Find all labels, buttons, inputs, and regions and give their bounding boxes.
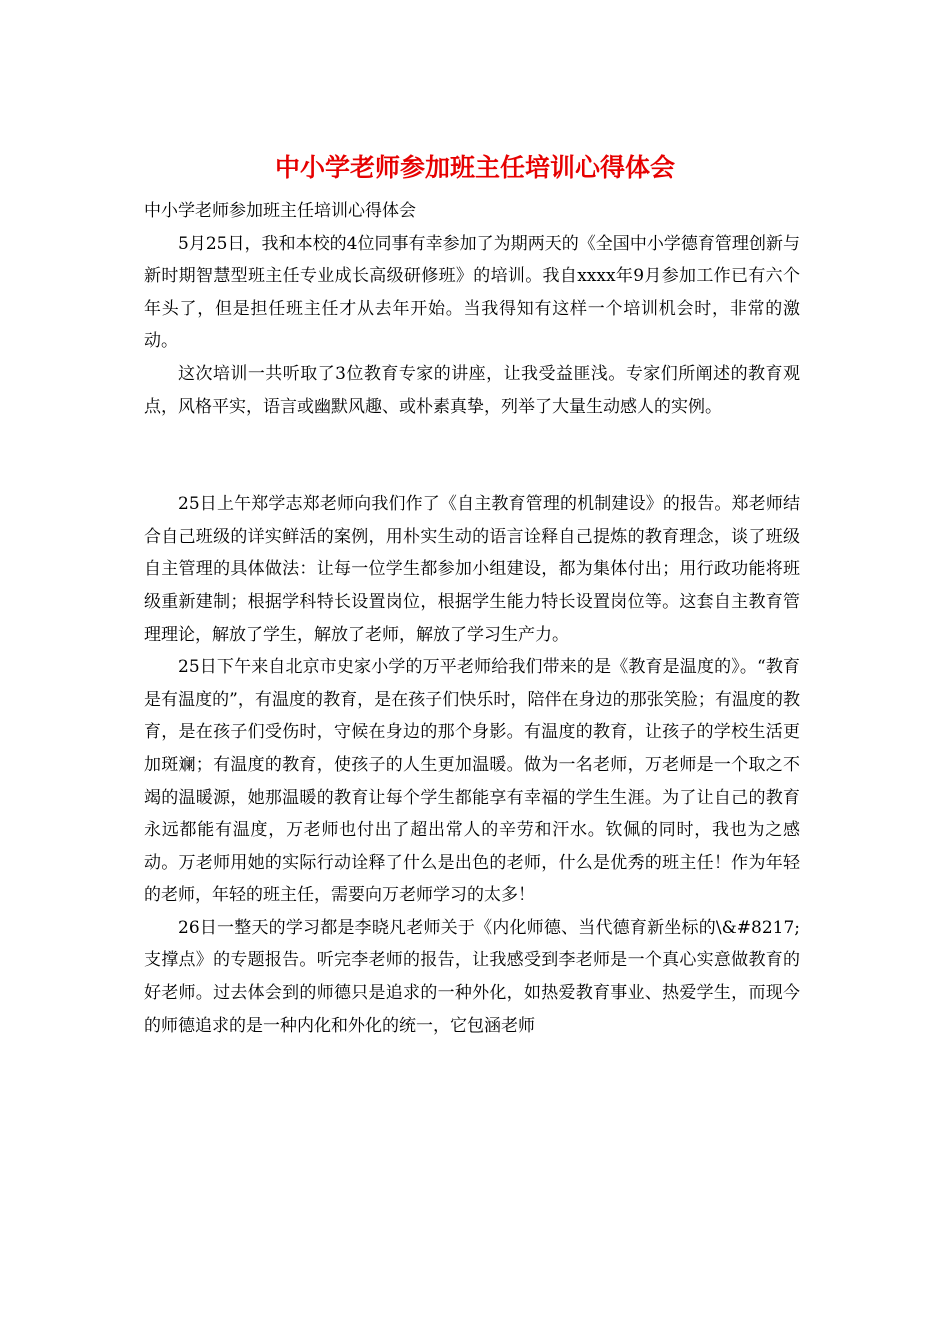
- paragraph-gap: [144, 423, 800, 488]
- paragraph-1: 5月25日，我和本校的4位同事有幸参加了为期两天的《全国中小学德育管理创新与新时期智慧型班主任专业成长高级研修班》的培训。我自xxxx年9月参加工作已有六个年头了，但是担任班主任才从去年开始。当我得知有这样一个培训机会时，非常的激动。: [144, 233, 800, 352]
- document-subtitle: 中小学老师参加班主任培训心得体会: [144, 201, 416, 221]
- paragraph-2: 这次培训一共听取了3位教育专家的讲座，让我受益匪浅。专家们所阐述的教育观点，风格平实，语言或幽默风趣、或朴素真挚，列举了大量生动感人的实例。: [144, 363, 800, 417]
- paragraph-5: 26日一整天的学习都是李晓凡老师关于《内化师德、当代德育新坐标的\&#8217;支撑点》的专题报告。听完李老师的报告，让我感受到李老师是一个真心实意做教育的好老师。过去体会到的师德只是追求的一种外化，如热爱教育事业、热爱学生，而现今的师德追求的是一种内化和外化的统一，它包涵老师: [144, 917, 800, 1036]
- document-body: [144, 195, 800, 1042]
- paragraph-4: 25日下午来自北京市史家小学的万平老师给我们带来的是《教育是温度的》。“教育是有温度的”，有温度的教育，是在孩子们快乐时，陪伴在身边的那张笑脸；有温度的教育，是在孩子们受伤时，守候在身边的那个身影。有温度的教育，让孩子的学校生活更加斑斓；有温度的教育，使孩子的人生更加温暖。做为一名老师，万老师是一个取之不竭的温暖源，她那温暖的教育让每个学生都能享有幸福的学生生涯。为了让自己的教育永远都能有温度，万老师也付出了超出常人的辛劳和汗水。钦佩的同时，我也为之感动。万老师用她的实际行动诠释了什么是出色的老师，什么是优秀的班主任！作为年轻的老师，年轻的班主任，需要向万老师学习的太多！: [144, 657, 800, 906]
- document-title: 中小学老师参加班主任培训心得体会: [274, 153, 675, 182]
- paragraph-3: 25日上午郑学志郑老师向我们作了《自主教育管理的机制建设》的报告。郑老师结合自己班级的详实鲜活的案例，用朴实生动的语言诠释自己提炼的教育理念，谈了班级自主管理的具体做法：让每一位学生都参加小组建设，都为集体付出；用行政功能将班级重新建制；根据学科特长设置岗位，根据学生能力特长设置岗位等。这套自主教育管理理论，解放了学生，解放了老师，解放了学习生产力。: [144, 494, 800, 645]
